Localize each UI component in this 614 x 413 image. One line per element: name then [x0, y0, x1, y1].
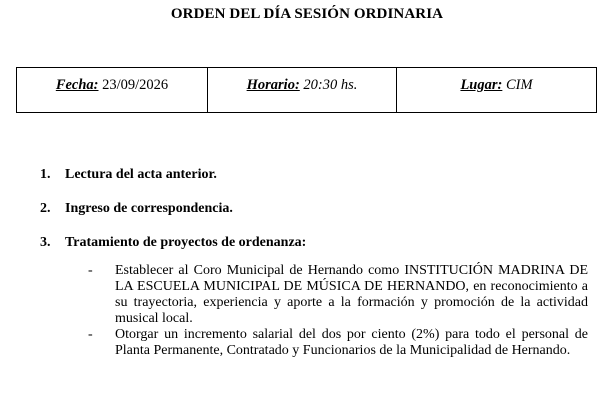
bullet-dash: -: [88, 263, 93, 278]
agenda-item: [40, 234, 306, 251]
horario-value: 20:30 hs.: [303, 77, 358, 93]
agenda-item: [40, 200, 233, 217]
horario-cell: [207, 68, 396, 112]
agenda-item-number: 1.: [40, 167, 51, 182]
proyecto-text: Otorgar un incremento salarial del dos por ciento (2%) para todo el personal de Planta Permanente, Contratado y Funcionarios de la Municipalidad de Hernando.: [115, 327, 588, 358]
agenda-item: [40, 166, 217, 183]
agenda-item-text: Tratamiento de proyectos de ordenanza:: [65, 235, 307, 250]
proyecto-item: [88, 327, 588, 359]
horario-label: Horario:: [246, 77, 300, 93]
session-info-table: [16, 67, 597, 113]
proyectos-list: [88, 263, 588, 359]
lugar-label: Lugar:: [460, 77, 503, 93]
fecha-value: 23/09/2026: [102, 77, 169, 93]
lugar-cell: [396, 68, 596, 112]
agenda-item-text: Ingreso de correspondencia.: [65, 201, 233, 216]
proyecto-item: [88, 263, 588, 327]
lugar-value: CIM: [505, 77, 533, 93]
bullet-dash: -: [88, 327, 93, 342]
agenda-item-number: 3.: [40, 235, 51, 250]
proyecto-text: Establecer al Coro Municipal de Hernando como INSTITUCIÓN MADRINA DE LA ESCUELA MUNICIPAL DE MÚSICA DE HERNANDO, en reconocimiento a su trayectoria, experiencia y aporte a la formación y promoción de la actividad musical local.: [115, 263, 588, 326]
fecha-label: Fecha:: [55, 77, 99, 93]
document-title: ORDEN DEL DÍA SESIÓN ORDINARIA: [170, 6, 444, 22]
fecha-cell: [17, 68, 207, 112]
agenda-item-text: Lectura del acta anterior.: [65, 167, 217, 182]
agenda-item-number: 2.: [40, 201, 51, 216]
